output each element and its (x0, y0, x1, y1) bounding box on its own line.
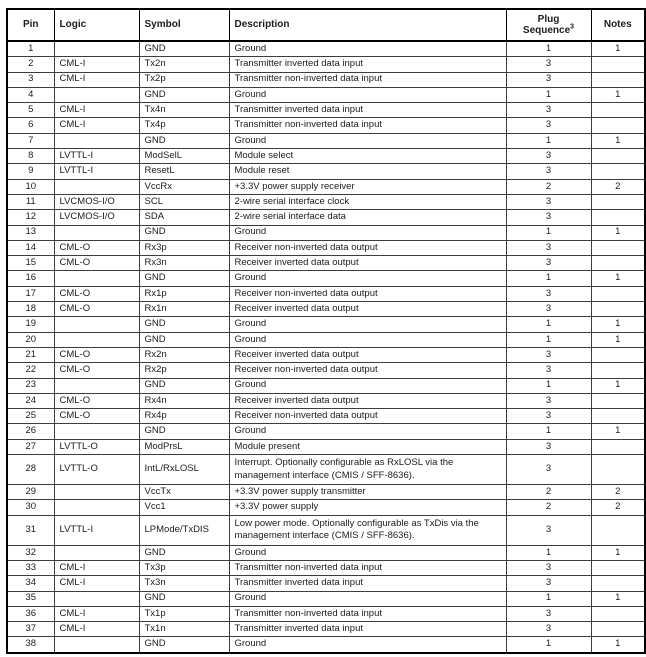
cell-plug-sequence: 3 (506, 240, 591, 255)
cell-description: Transmitter inverted data input (229, 103, 506, 118)
pin-description-table (6, 8, 646, 654)
cell-logic: CML-I (54, 622, 139, 637)
cell-notes (591, 302, 645, 317)
cell-description: Low power mode. Optionally configurable as TxDis via the management interface (CMIS / SFF-8636). (229, 515, 506, 545)
cell-symbol: GND (139, 41, 229, 57)
cell-description: Receiver inverted data output (229, 256, 506, 271)
cell-notes: 1 (591, 378, 645, 393)
cell-logic: LVTTL-O (54, 455, 139, 485)
table-row (7, 347, 645, 362)
cell-symbol: VccRx (139, 179, 229, 194)
plug-header-footnote-ref: 3 (570, 23, 575, 31)
table-row (7, 424, 645, 439)
cell-notes (591, 409, 645, 424)
cell-notes (591, 439, 645, 454)
cell-logic (54, 378, 139, 393)
cell-logic: CML-I (54, 560, 139, 575)
cell-pin: 21 (7, 347, 54, 362)
cell-plug-sequence: 3 (506, 149, 591, 164)
cell-description: Ground (229, 317, 506, 332)
table-row (7, 393, 645, 408)
cell-plug-sequence: 3 (506, 439, 591, 454)
cell-plug-sequence: 3 (506, 363, 591, 378)
table-row (7, 439, 645, 454)
table-row (7, 332, 645, 347)
cell-description: Interrupt. Optionally configurable as RxLOSL via the management interface (CMIS / SFF-8636). (229, 455, 506, 485)
cell-description: Transmitter non-inverted data input (229, 118, 506, 133)
cell-plug-sequence: 3 (506, 194, 591, 209)
cell-pin: 7 (7, 133, 54, 148)
table-row (7, 378, 645, 393)
cell-notes (591, 455, 645, 485)
column-header-plug-sequence (506, 9, 591, 41)
cell-description: Receiver inverted data output (229, 347, 506, 362)
table-row (7, 485, 645, 500)
cell-plug-sequence: 2 (506, 485, 591, 500)
table-row (7, 560, 645, 575)
cell-notes: 1 (591, 332, 645, 347)
cell-notes: 1 (591, 133, 645, 148)
cell-notes (591, 72, 645, 87)
cell-description: Ground (229, 41, 506, 57)
table-row (7, 515, 645, 545)
table-row (7, 41, 645, 57)
cell-plug-sequence: 2 (506, 179, 591, 194)
cell-symbol: ResetL (139, 164, 229, 179)
cell-logic: CML-I (54, 576, 139, 591)
cell-symbol: Rx2n (139, 347, 229, 362)
table-row (7, 545, 645, 560)
cell-logic (54, 637, 139, 653)
cell-notes: 1 (591, 87, 645, 102)
cell-description: Transmitter inverted data input (229, 57, 506, 72)
cell-symbol: SCL (139, 194, 229, 209)
cell-plug-sequence: 3 (506, 576, 591, 591)
cell-plug-sequence: 1 (506, 332, 591, 347)
cell-symbol: Tx3n (139, 576, 229, 591)
table-row (7, 591, 645, 606)
cell-description: Ground (229, 332, 506, 347)
cell-notes: 1 (591, 637, 645, 653)
cell-logic: LVTTL-O (54, 439, 139, 454)
cell-symbol: Tx2n (139, 57, 229, 72)
cell-plug-sequence: 3 (506, 286, 591, 301)
cell-notes (591, 560, 645, 575)
cell-pin: 24 (7, 393, 54, 408)
cell-pin: 35 (7, 591, 54, 606)
cell-notes (591, 393, 645, 408)
cell-plug-sequence: 3 (506, 164, 591, 179)
cell-logic: LVTTL-I (54, 515, 139, 545)
cell-symbol: Rx4p (139, 409, 229, 424)
table-row (7, 302, 645, 317)
cell-logic: CML-I (54, 118, 139, 133)
cell-notes: 1 (591, 271, 645, 286)
cell-logic (54, 500, 139, 515)
cell-plug-sequence: 3 (506, 302, 591, 317)
cell-symbol: LPMode/TxDIS (139, 515, 229, 545)
cell-logic: CML-O (54, 240, 139, 255)
cell-symbol: Vcc1 (139, 500, 229, 515)
cell-notes (591, 57, 645, 72)
cell-plug-sequence: 1 (506, 41, 591, 57)
cell-logic: CML-O (54, 363, 139, 378)
cell-notes (591, 149, 645, 164)
cell-logic (54, 179, 139, 194)
cell-symbol: Rx1p (139, 286, 229, 301)
header-row (7, 9, 645, 41)
cell-notes (591, 256, 645, 271)
cell-description: Module reset (229, 164, 506, 179)
cell-logic (54, 41, 139, 57)
cell-notes (591, 103, 645, 118)
cell-description: Ground (229, 225, 506, 240)
cell-plug-sequence: 1 (506, 545, 591, 560)
cell-plug-sequence: 1 (506, 225, 591, 240)
table-row (7, 271, 645, 286)
cell-notes: 1 (591, 317, 645, 332)
cell-description: +3.3V power supply (229, 500, 506, 515)
cell-pin: 17 (7, 286, 54, 301)
cell-description: Transmitter non-inverted data input (229, 72, 506, 87)
cell-plug-sequence: 1 (506, 637, 591, 653)
cell-notes (591, 363, 645, 378)
cell-description: Receiver inverted data output (229, 393, 506, 408)
cell-pin: 6 (7, 118, 54, 133)
cell-logic: LVTTL-I (54, 164, 139, 179)
plug-header-line2: Sequence (522, 25, 571, 36)
cell-plug-sequence: 3 (506, 409, 591, 424)
cell-notes: 2 (591, 179, 645, 194)
cell-pin: 18 (7, 302, 54, 317)
cell-logic (54, 133, 139, 148)
cell-notes (591, 240, 645, 255)
cell-description: Ground (229, 637, 506, 653)
cell-pin: 16 (7, 271, 54, 286)
cell-notes (591, 210, 645, 225)
cell-plug-sequence: 3 (506, 393, 591, 408)
cell-description: Ground (229, 378, 506, 393)
cell-notes: 1 (591, 424, 645, 439)
cell-plug-sequence: 3 (506, 455, 591, 485)
cell-description: Ground (229, 424, 506, 439)
cell-description: +3.3V power supply transmitter (229, 485, 506, 500)
cell-plug-sequence: 1 (506, 424, 591, 439)
cell-notes (591, 606, 645, 621)
cell-symbol: GND (139, 271, 229, 286)
table-row (7, 210, 645, 225)
table-row (7, 363, 645, 378)
cell-symbol: Rx2p (139, 363, 229, 378)
cell-logic: CML-I (54, 57, 139, 72)
table-row (7, 576, 645, 591)
cell-pin: 9 (7, 164, 54, 179)
cell-notes (591, 286, 645, 301)
table-row (7, 317, 645, 332)
cell-notes (591, 347, 645, 362)
cell-notes: 1 (591, 545, 645, 560)
cell-pin: 20 (7, 332, 54, 347)
cell-plug-sequence: 3 (506, 515, 591, 545)
cell-notes: 2 (591, 500, 645, 515)
cell-symbol: GND (139, 87, 229, 102)
column-header-logic: Logic (54, 9, 139, 41)
cell-symbol: Rx3n (139, 256, 229, 271)
cell-pin: 23 (7, 378, 54, 393)
cell-symbol: Rx4n (139, 393, 229, 408)
cell-symbol: GND (139, 225, 229, 240)
cell-description: Ground (229, 87, 506, 102)
cell-description: Transmitter non-inverted data input (229, 560, 506, 575)
table-row (7, 133, 645, 148)
cell-description: Receiver inverted data output (229, 302, 506, 317)
table-row (7, 194, 645, 209)
cell-plug-sequence: 3 (506, 560, 591, 575)
cell-logic: CML-O (54, 409, 139, 424)
cell-logic: CML-O (54, 286, 139, 301)
table-row (7, 179, 645, 194)
table-row (7, 72, 645, 87)
cell-symbol: GND (139, 332, 229, 347)
cell-pin: 37 (7, 622, 54, 637)
cell-plug-sequence: 3 (506, 210, 591, 225)
cell-description: Receiver non-inverted data output (229, 409, 506, 424)
cell-symbol: GND (139, 637, 229, 653)
cell-pin: 27 (7, 439, 54, 454)
cell-pin: 1 (7, 41, 54, 57)
cell-logic: CML-I (54, 606, 139, 621)
cell-pin: 3 (7, 72, 54, 87)
cell-plug-sequence: 1 (506, 378, 591, 393)
cell-symbol: IntL/RxLOSL (139, 455, 229, 485)
cell-pin: 36 (7, 606, 54, 621)
cell-symbol: Tx4n (139, 103, 229, 118)
cell-notes: 2 (591, 485, 645, 500)
cell-description: Receiver non-inverted data output (229, 363, 506, 378)
cell-plug-sequence: 3 (506, 347, 591, 362)
cell-plug-sequence: 1 (506, 87, 591, 102)
cell-plug-sequence: 3 (506, 256, 591, 271)
cell-pin: 4 (7, 87, 54, 102)
cell-pin: 34 (7, 576, 54, 591)
cell-description: 2-wire serial interface clock (229, 194, 506, 209)
cell-logic: CML-I (54, 72, 139, 87)
cell-pin: 29 (7, 485, 54, 500)
cell-notes: 1 (591, 591, 645, 606)
cell-symbol: Tx4p (139, 118, 229, 133)
cell-pin: 30 (7, 500, 54, 515)
cell-pin: 10 (7, 179, 54, 194)
table-row (7, 286, 645, 301)
cell-pin: 13 (7, 225, 54, 240)
cell-symbol: VccTx (139, 485, 229, 500)
cell-notes: 1 (591, 225, 645, 240)
cell-pin: 15 (7, 256, 54, 271)
cell-notes (591, 118, 645, 133)
cell-description: Receiver non-inverted data output (229, 240, 506, 255)
cell-symbol: GND (139, 424, 229, 439)
cell-symbol: SDA (139, 210, 229, 225)
cell-pin: 22 (7, 363, 54, 378)
cell-symbol: GND (139, 378, 229, 393)
column-header-pin: Pin (7, 9, 54, 41)
cell-symbol: Tx2p (139, 72, 229, 87)
cell-description: Transmitter inverted data input (229, 576, 506, 591)
table-row (7, 240, 645, 255)
cell-symbol: Tx3p (139, 560, 229, 575)
table-row (7, 500, 645, 515)
cell-logic: CML-O (54, 256, 139, 271)
cell-pin: 31 (7, 515, 54, 545)
cell-pin: 2 (7, 57, 54, 72)
cell-pin: 8 (7, 149, 54, 164)
cell-description: 2-wire serial interface data (229, 210, 506, 225)
cell-description: Transmitter inverted data input (229, 622, 506, 637)
cell-symbol: ModSelL (139, 149, 229, 164)
cell-pin: 14 (7, 240, 54, 255)
column-header-notes: Notes (591, 9, 645, 41)
cell-plug-sequence: 2 (506, 500, 591, 515)
table-row (7, 87, 645, 102)
cell-plug-sequence: 3 (506, 118, 591, 133)
cell-description: Module present (229, 439, 506, 454)
table-row (7, 103, 645, 118)
cell-logic (54, 332, 139, 347)
table-body (7, 41, 645, 653)
cell-logic (54, 545, 139, 560)
cell-description: Receiver non-inverted data output (229, 286, 506, 301)
cell-notes: 1 (591, 41, 645, 57)
cell-logic: LVCMOS-I/O (54, 210, 139, 225)
cell-description: Module select (229, 149, 506, 164)
cell-plug-sequence: 3 (506, 622, 591, 637)
cell-symbol: ModPrsL (139, 439, 229, 454)
cell-plug-sequence: 3 (506, 72, 591, 87)
cell-pin: 33 (7, 560, 54, 575)
cell-plug-sequence: 3 (506, 57, 591, 72)
cell-description: Ground (229, 271, 506, 286)
cell-plug-sequence: 1 (506, 317, 591, 332)
table-row (7, 225, 645, 240)
cell-logic (54, 87, 139, 102)
cell-plug-sequence: 1 (506, 591, 591, 606)
cell-logic (54, 271, 139, 286)
cell-logic (54, 225, 139, 240)
cell-logic (54, 591, 139, 606)
table-row (7, 637, 645, 653)
cell-pin: 38 (7, 637, 54, 653)
cell-logic: LVCMOS-I/O (54, 194, 139, 209)
cell-notes (591, 576, 645, 591)
table-row (7, 118, 645, 133)
column-header-symbol: Symbol (139, 9, 229, 41)
table-row (7, 149, 645, 164)
table-row (7, 164, 645, 179)
cell-symbol: Rx3p (139, 240, 229, 255)
cell-logic (54, 317, 139, 332)
cell-logic: CML-O (54, 302, 139, 317)
cell-plug-sequence: 3 (506, 606, 591, 621)
table-row (7, 409, 645, 424)
cell-description: Ground (229, 591, 506, 606)
table-row (7, 57, 645, 72)
cell-notes (591, 515, 645, 545)
cell-notes (591, 164, 645, 179)
cell-pin: 5 (7, 103, 54, 118)
table-row (7, 622, 645, 637)
cell-pin: 19 (7, 317, 54, 332)
cell-pin: 32 (7, 545, 54, 560)
cell-plug-sequence: 1 (506, 271, 591, 286)
cell-plug-sequence: 3 (506, 103, 591, 118)
cell-logic: CML-O (54, 347, 139, 362)
cell-pin: 11 (7, 194, 54, 209)
cell-symbol: GND (139, 133, 229, 148)
table-row (7, 256, 645, 271)
cell-symbol: Tx1p (139, 606, 229, 621)
cell-pin: 12 (7, 210, 54, 225)
cell-description: +3.3V power supply receiver (229, 179, 506, 194)
cell-plug-sequence: 1 (506, 133, 591, 148)
plug-header-line1: Plug (537, 13, 560, 25)
cell-symbol: GND (139, 317, 229, 332)
cell-pin: 28 (7, 455, 54, 485)
cell-description: Ground (229, 545, 506, 560)
cell-notes (591, 622, 645, 637)
cell-description: Transmitter non-inverted data input (229, 606, 506, 621)
cell-pin: 26 (7, 424, 54, 439)
table-row (7, 606, 645, 621)
cell-logic (54, 485, 139, 500)
cell-logic: CML-I (54, 103, 139, 118)
cell-notes (591, 194, 645, 209)
cell-symbol: GND (139, 591, 229, 606)
cell-logic: LVTTL-I (54, 149, 139, 164)
table-row (7, 455, 645, 485)
cell-logic: CML-O (54, 393, 139, 408)
cell-description: Ground (229, 133, 506, 148)
cell-symbol: Tx1n (139, 622, 229, 637)
cell-symbol: GND (139, 545, 229, 560)
cell-pin: 25 (7, 409, 54, 424)
cell-logic (54, 424, 139, 439)
column-header-description: Description (229, 9, 506, 41)
cell-symbol: Rx1n (139, 302, 229, 317)
